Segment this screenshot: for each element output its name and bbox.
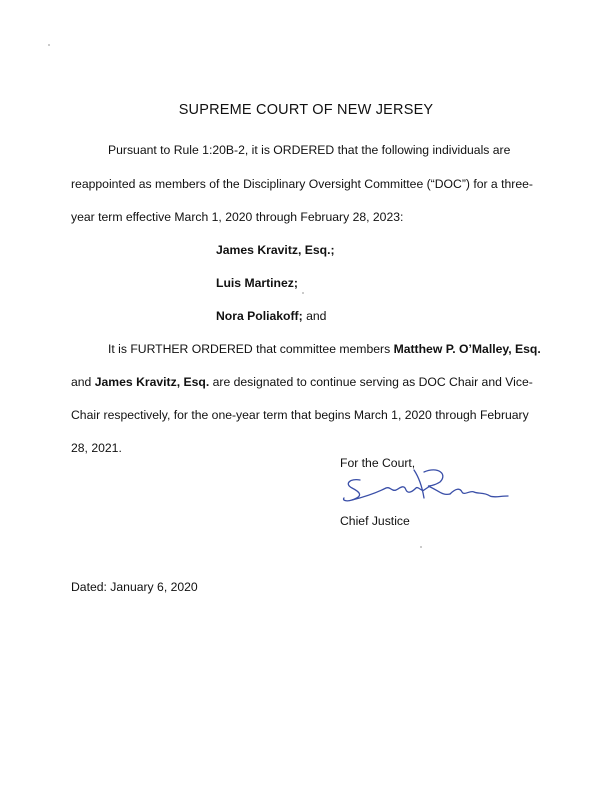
paragraph-1-line-2: reappointed as members of the Disciplinary Oversight Committee (“DOC”) for a three- bbox=[71, 177, 533, 191]
paragraph-2-line-4: 28, 2021. bbox=[71, 441, 122, 455]
paragraph-2-line-2 bbox=[71, 375, 533, 389]
paragraph-2-text: are designated to continue serving as DOC Chair and Vice- bbox=[209, 375, 533, 389]
paragraph-2-line-3: Chair respectively, for the one-year term that begins March 1, 2020 through February bbox=[71, 408, 529, 422]
scan-speck bbox=[420, 546, 422, 548]
scan-speck bbox=[48, 44, 50, 46]
appointee-2 bbox=[216, 276, 298, 290]
paragraph-2-text: and bbox=[71, 375, 95, 389]
appointee-suffix: and bbox=[302, 309, 327, 323]
court-heading: SUPREME COURT OF NEW JERSEY bbox=[178, 102, 434, 118]
paragraph-2-line-1 bbox=[108, 342, 541, 356]
appointee-name: Nora Poliakoff; bbox=[216, 309, 303, 323]
chair-name: Matthew P. O’Malley, Esq. bbox=[393, 342, 541, 356]
appointee-name: Luis Martinez; bbox=[216, 276, 298, 290]
paragraph-1-line-1: Pursuant to Rule 1:20B-2, it is ORDERED that the following individuals are bbox=[108, 143, 511, 157]
vice-chair-name: James Kravitz, Esq. bbox=[94, 375, 210, 389]
appointee-3 bbox=[216, 309, 326, 323]
appointee-1 bbox=[216, 243, 335, 257]
dated-line: Dated: January 6, 2020 bbox=[71, 580, 198, 594]
chief-justice-signature bbox=[338, 462, 514, 508]
scan-speck bbox=[302, 292, 304, 294]
for-the-court: For the Court, bbox=[340, 456, 416, 470]
paragraph-2-text: It is FURTHER ORDERED that committee members bbox=[108, 342, 394, 356]
signature-title: Chief Justice bbox=[340, 514, 410, 528]
appointee-name: James Kravitz, Esq.; bbox=[216, 243, 335, 257]
paragraph-1-line-3: year term effective March 1, 2020 through February 28, 2023: bbox=[71, 210, 404, 224]
